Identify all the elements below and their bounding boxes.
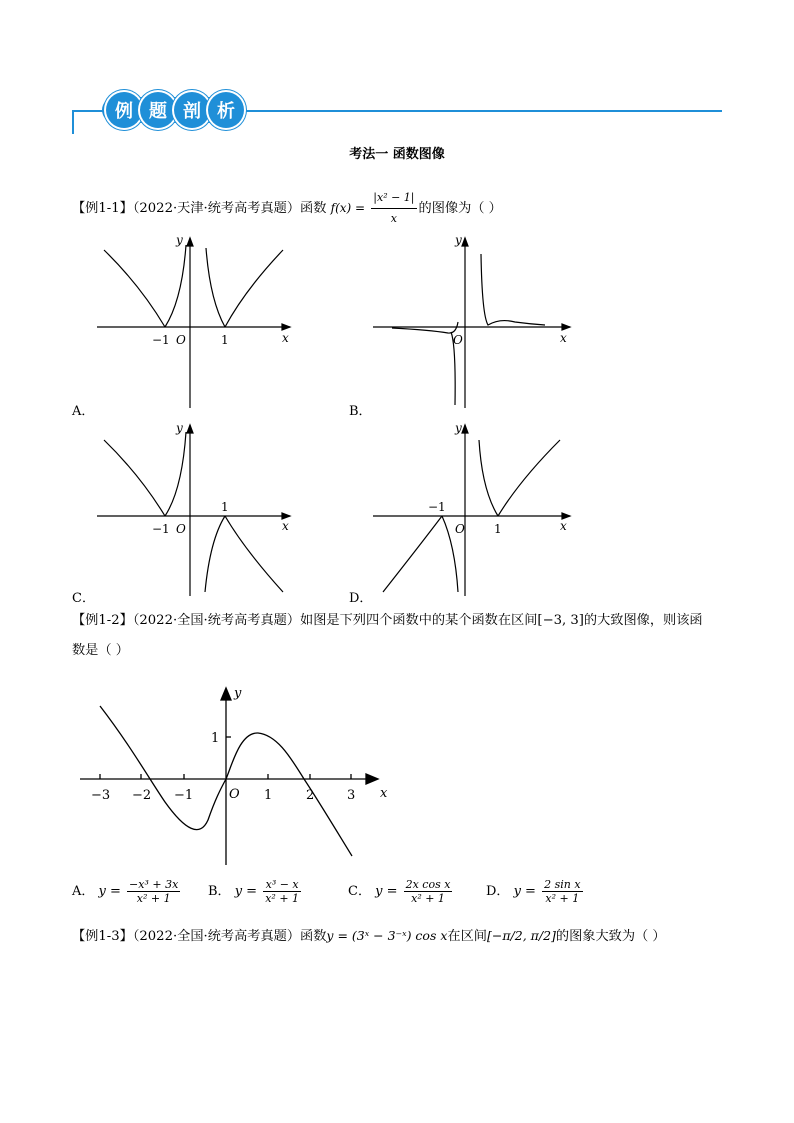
example-source: （2022·全国·统考高考真题） [132,929,301,944]
function-lhs: f(x) = [330,201,366,215]
option-c-label: C． [72,591,95,606]
curve-left [383,516,442,592]
header-badge-char: 析 [208,92,244,128]
axis-y-label: y [234,686,242,701]
x-tick-label: 2 [306,788,315,803]
fraction-denominator: x² + 1 [136,892,171,905]
option-d-label: D． [349,591,373,606]
origin-label: O [229,787,240,802]
question-tail: 的图像为（ ） [418,201,502,216]
y-axis-arrow [462,425,468,433]
x-axis-arrow [366,774,378,784]
axis-y-label: y [455,421,462,435]
fraction-numerator: 2x cos x [405,878,451,891]
example-source: （2022·天津·统考高考真题） [132,201,301,216]
axis-y-label: y [455,233,462,247]
example-source: （2022·全国·统考高考真题） [132,613,301,628]
origin-label: O [455,522,465,536]
graph-d [373,425,570,596]
curve-mid-left [165,245,186,327]
origin-label: O [453,333,463,347]
axis-x-label: x [282,519,289,533]
axis-x-label: x [380,786,388,801]
curve-left [104,440,165,516]
option-a [72,878,182,905]
option-a-label: A． [72,404,95,419]
curve-mid-left [165,432,186,516]
x-tick-label: −1 [174,788,194,803]
option-b [208,878,303,905]
curve-right [481,254,545,325]
example-tag: 【例1-3】 [72,929,133,944]
x-tick-label: −2 [132,788,152,803]
axis-x-label: x [560,519,567,533]
tick-label: 1 [221,333,229,347]
option-c [348,878,454,905]
option-lhs: y = [234,884,258,899]
y-axis-arrow [187,238,193,246]
y-axis-arrow [462,238,468,246]
graph-b [373,238,570,408]
origin-label: O [176,522,186,536]
curve-left [104,250,165,327]
option-label: B． [208,884,231,899]
header-badge-char: 题 [140,92,176,128]
axis-y-label: y [176,421,183,435]
axis-x-label: x [560,331,567,345]
curve-right [225,250,283,327]
fraction-numerator: |x² − 1| [371,188,416,209]
axis-y-label: y [176,233,183,247]
fraction-denominator: x [390,212,397,225]
option-fraction [263,878,301,905]
fraction-denominator: x² + 1 [545,892,580,905]
option-lhs: y = [375,884,398,899]
curve-right [225,516,283,592]
option-fraction [542,878,582,905]
x-axis-arrow [282,324,290,330]
fraction-numerator: −x³ + 3x [129,878,179,891]
example-2-question-line2: 数是（ ） [72,643,129,658]
example-tag: 【例1-1】 [72,201,133,216]
curve-mid-right [479,440,498,516]
option-lhs: y = [513,884,536,899]
example-2-graph [80,688,378,865]
x-axis-arrow [562,324,570,330]
tick-label: −1 [428,500,446,514]
x-tick-label: −3 [91,788,111,803]
origin-label: O [176,333,186,347]
tick-label: 1 [494,522,502,536]
interval-expression: [−π/2, π/2] [486,928,556,943]
question-mid: 在区间 [447,929,487,944]
question-lead: 函数 [300,201,327,216]
y-axis-arrow [221,688,231,700]
option-fraction [404,878,453,905]
graph-a [97,238,290,408]
option-label: D． [486,884,510,899]
curve-mid-right [205,516,225,592]
graph-c [97,425,290,596]
example-2-question-line1 [72,611,703,631]
y-axis-arrow [187,425,193,433]
question-text: 如图是下列四个函数中的某个函数在区间[−3, 3]的大致图像，则该函 [300,613,703,628]
header-badge-char: 剖 [174,92,210,128]
option-label: C． [348,884,371,899]
fraction-denominator: x² + 1 [411,892,445,905]
option-b-label: B． [349,404,372,419]
curve-right [498,440,560,516]
fraction-numerator: 2 sin x [544,878,581,891]
tick-label: 1 [221,500,229,514]
option-lhs: y = [98,884,121,899]
question-lead: 函数 [300,929,327,944]
x-tick-label: 1 [264,788,273,803]
y-tick-label: 1 [211,731,220,746]
question-tail: 的图象大致为（ ） [555,929,666,944]
x-tick-label: 3 [347,788,356,803]
function-expression: y = (3ˣ − 3⁻ˣ) cos x [326,928,448,943]
option-label: A． [72,884,95,899]
option-d [486,878,585,905]
tick-label: −1 [152,522,170,536]
section-title: 考法一 函数图像 [349,147,445,162]
fraction-numerator: x³ − x [263,878,301,892]
axis-x-label: x [282,331,289,345]
option-fraction [127,878,180,905]
example-tag: 【例1-2】 [72,613,133,628]
curve-mid-right [206,248,225,327]
tick-label: −1 [152,333,170,347]
example-3-question [72,926,666,947]
header-badge-char: 例 [106,92,142,128]
fraction-denominator: x² + 1 [265,892,300,905]
